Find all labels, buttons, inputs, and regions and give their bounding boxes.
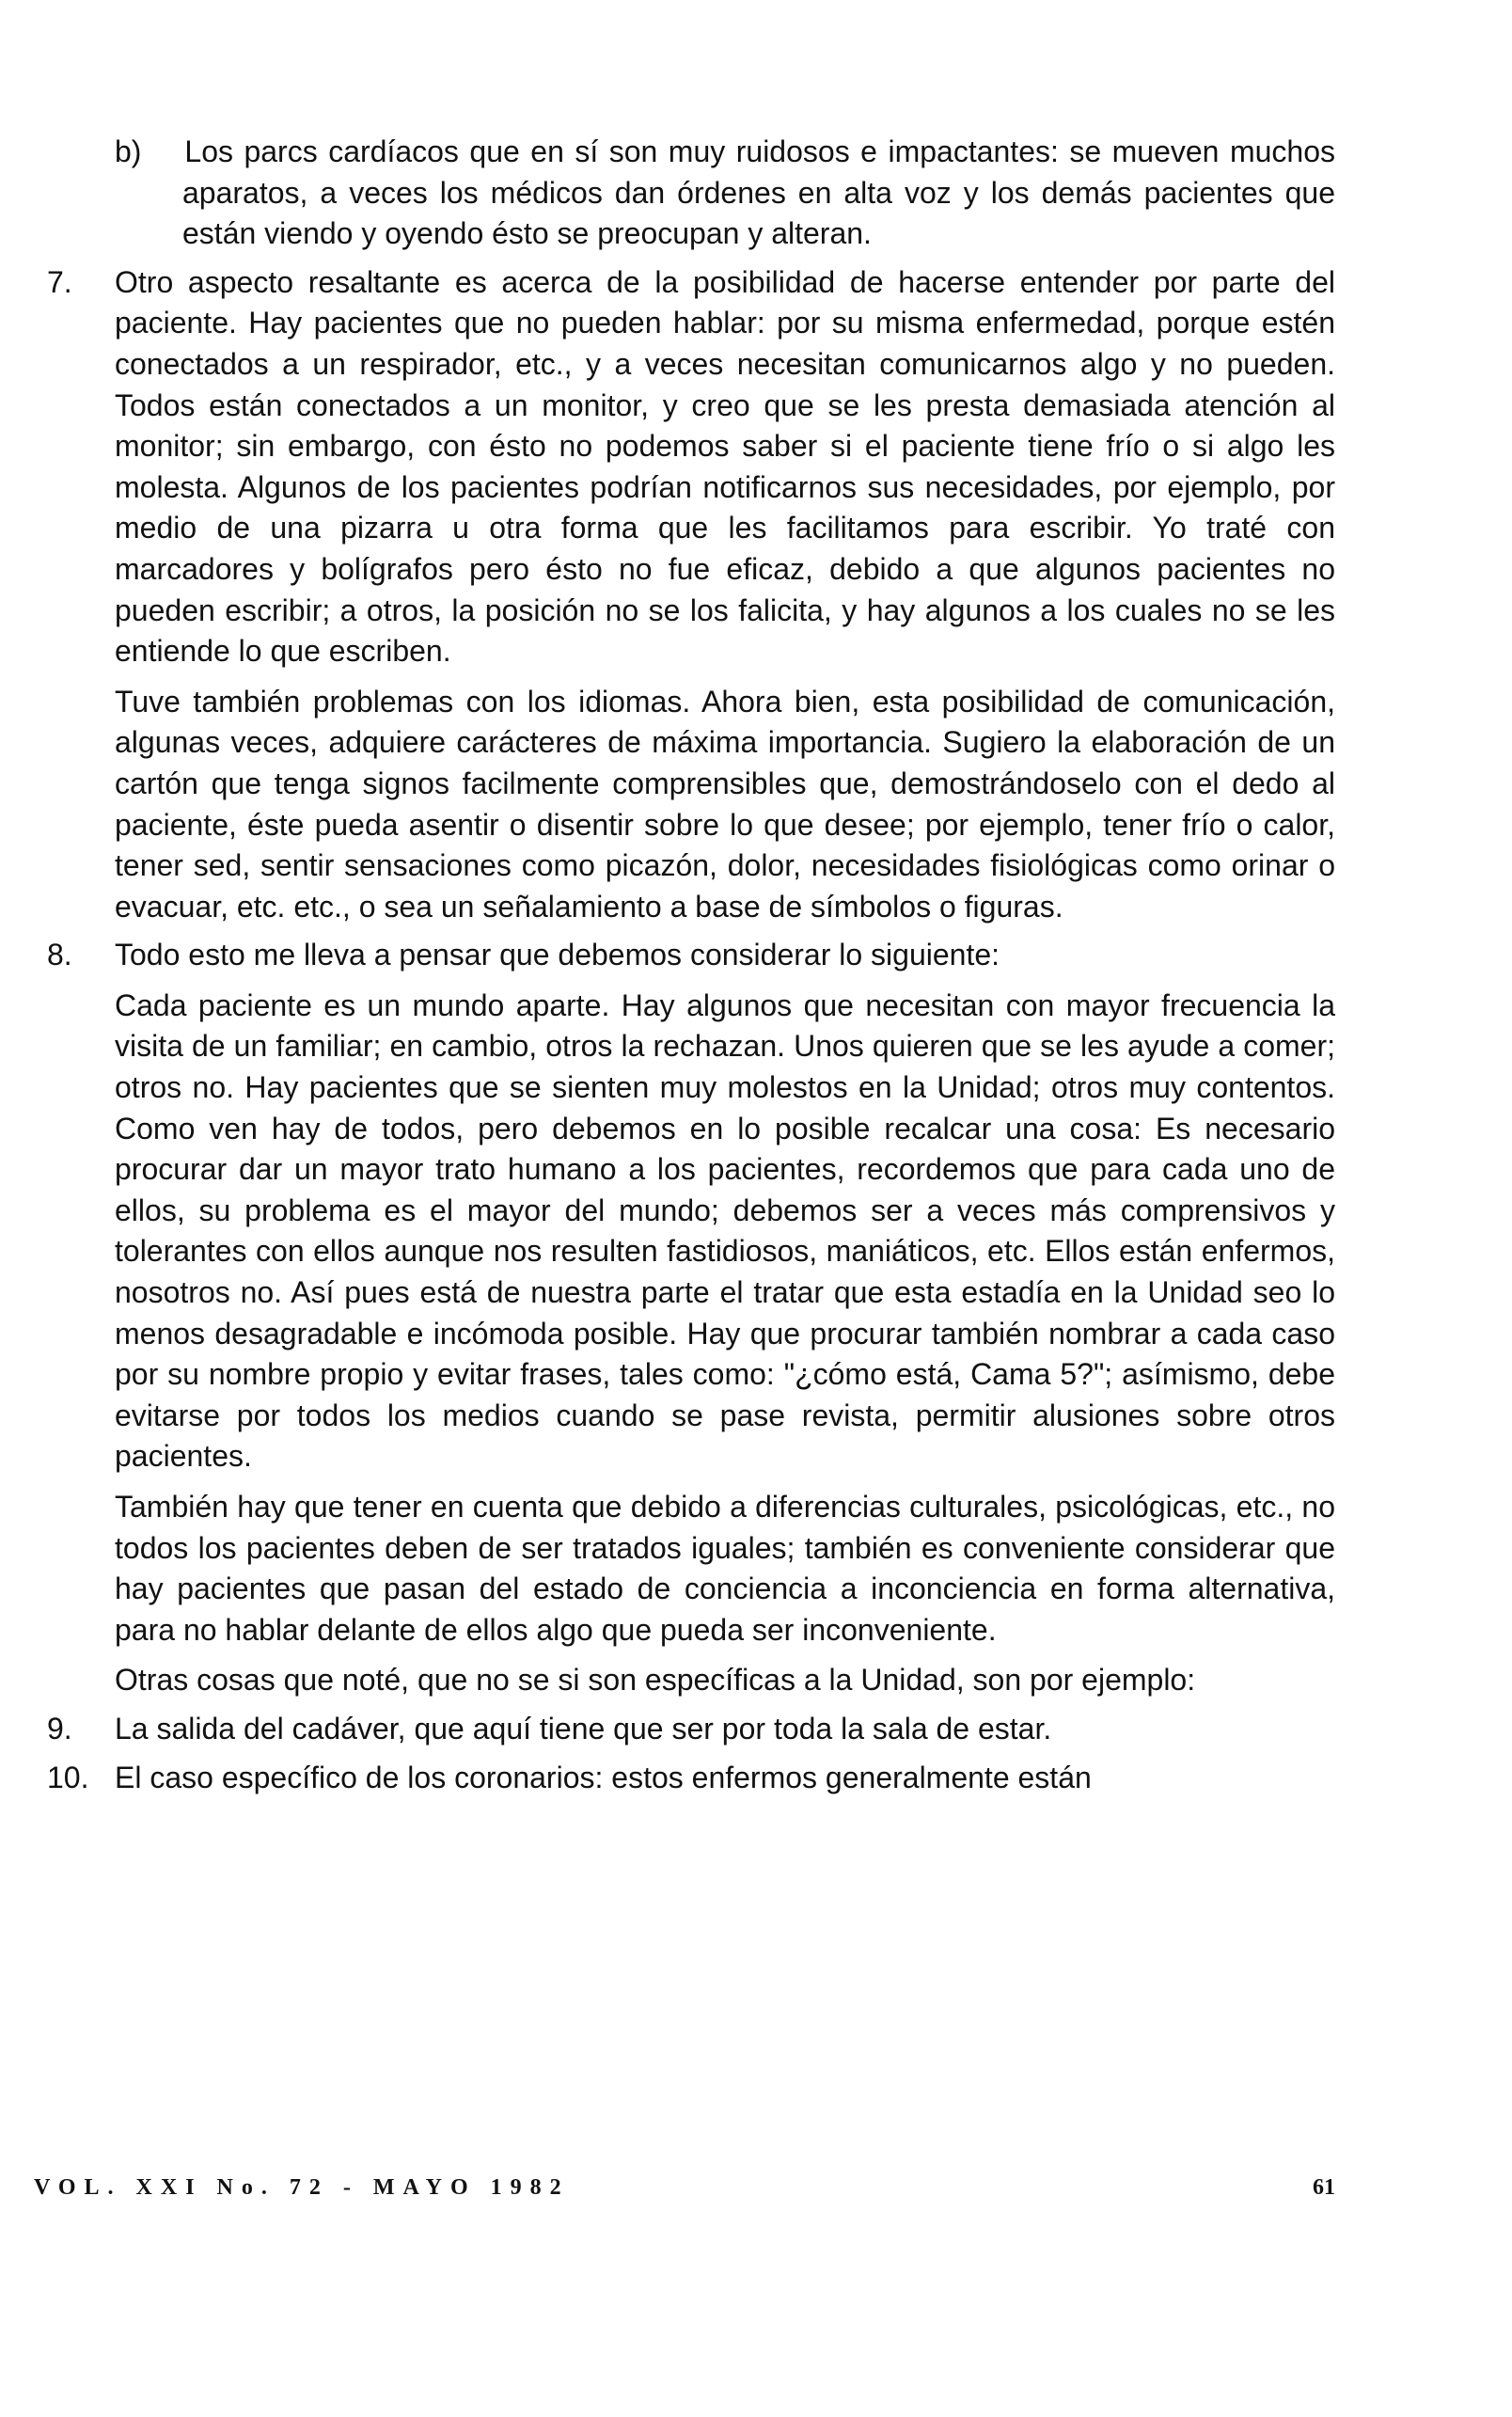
- paragraph-each-patient: Cada paciente es un mundo aparte. Hay algunos que necesitan con mayor frecuencia la visita de un familiar; en cambio, otros la rechazan. Unos quieren que se les ayude a comer; otros no. Hay pacientes que se sienten muy molestos en la Unidad; otros muy contentos. Como ven hay de todos, pero debemos en lo posible recalcar una cosa: Es necesario procurar dar un mayor trato humano a los pacientes, recordemos que para cada uno de ellos, su problema es el mayor del mundo; debemos ser a veces más comprensivos y tolerantes con ellos aunque nos resulten fastidiosos, maniáticos, etc. Ellos están enfermos, nosotros no. Así pues está de nuestra parte el tratar que esta estadía en la Unidad seo lo menos desagradable e incómoda posible. Hay que procurar también nombrar a cada caso por su nombre propio y evitar frases, tales como: "¿cómo está, Cama 5?"; asímismo, debe evitarse por todos los medios cuando se pase revista, permitir alusiones sobre otros pacientes.: [115, 987, 1335, 1474]
- body-text: [47, 132, 1336, 1798]
- item-7-text: Otro aspecto resaltante es acerca de la posibilidad de hacerse entender por parte del paciente. Hay pacientes que no pueden hablar: por su misma enfermedad, porque estén conectados a un respirador, etc., y a veces necesitan comunicarnos algo y no pueden. Todos están conectados a un monitor, y creo que se les presta demasiada atención al monitor; sin embargo, con ésto no podemos saber si el paciente tiene frío o si algo les molesta. Algunos de los pacientes podrían notificarnos sus necesidades, por ejemplo, por medio de una pizarra u otra forma que les facilitamos para escribir. Yo traté con marcadores y bolígrafos pero ésto no fue eficaz, debido a que algunos pacientes no pueden escribir; a otros, la posición no se los falicita, y hay algunos a los cuales no se les entiende lo que escriben.: [115, 264, 1335, 669]
- item-8: [47, 935, 1335, 976]
- item-10: [47, 1758, 1335, 1799]
- item-number-8: 8.: [47, 938, 72, 972]
- item-9-text: La salida del cadáver, que aquí tiene que ser por toda la sala de estar.: [115, 1711, 1052, 1746]
- page-footer: [34, 2175, 1335, 2201]
- paragraph-b: [115, 132, 1335, 255]
- paragraph-cultural-differences: También hay que tener en cuenta que debido a diferencias culturales, psicológicas, etc., no todos los pacientes deben de ser tratados iguales; también es conveniente considerar que hay pacientes que pasan del estado de conciencia a inconciencia en forma alternativa, para no hablar delante de ellos algo que pueda ser inconveniente.: [115, 1490, 1335, 1647]
- item-10-text: El caso específico de los coronarios: estos enfermos generalmente están: [115, 1760, 1092, 1794]
- paragraph-other-things: Otras cosas que noté, que no se si son específicas a la Unidad, son por ejemplo:: [115, 1663, 1196, 1698]
- item-9: [47, 1709, 1335, 1750]
- item-number-7: 7.: [47, 264, 72, 299]
- item-8-text: Todo esto me lleva a pensar que debemos considerar lo siguiente:: [115, 938, 1000, 972]
- paragraph-b-text: Los parcs cardíacos que en sí son muy ruidosos e impactantes: se mueven muchos aparatos, a veces los médicos dan órdenes en alta voz y los demás pacientes que están viendo y oyendo ésto se preocupan y alteran.: [182, 134, 1336, 251]
- paragraph-languages: Tuve también problemas con los idiomas. Ahora bien, esta posibilidad de comunicación, algunas veces, adquiere carácteres de máxima importancia. Sugiero la elaboración de un cartón que tenga signos facilmente comprensibles que, demostrándoselo con el dedo al paciente, éste pueda asentir o disentir sobre lo que desee; por ejemplo, tener frío o calor, tener sed, sentir sensaciones como picazón, dolor, necesidades fisiológicas como orinar o evacuar, etc. etc., o sea un señalamiento a base de símbolos o figuras.: [115, 684, 1335, 924]
- page-number: 61: [1313, 2175, 1335, 2200]
- item-number-10: 10.: [47, 1760, 89, 1794]
- item-label-b: b): [115, 134, 142, 168]
- issue-info: VOL. XXI No. 72 - MAYO 1982: [34, 2175, 570, 2200]
- item-number-9: 9.: [47, 1711, 72, 1746]
- item-7: [47, 262, 1335, 672]
